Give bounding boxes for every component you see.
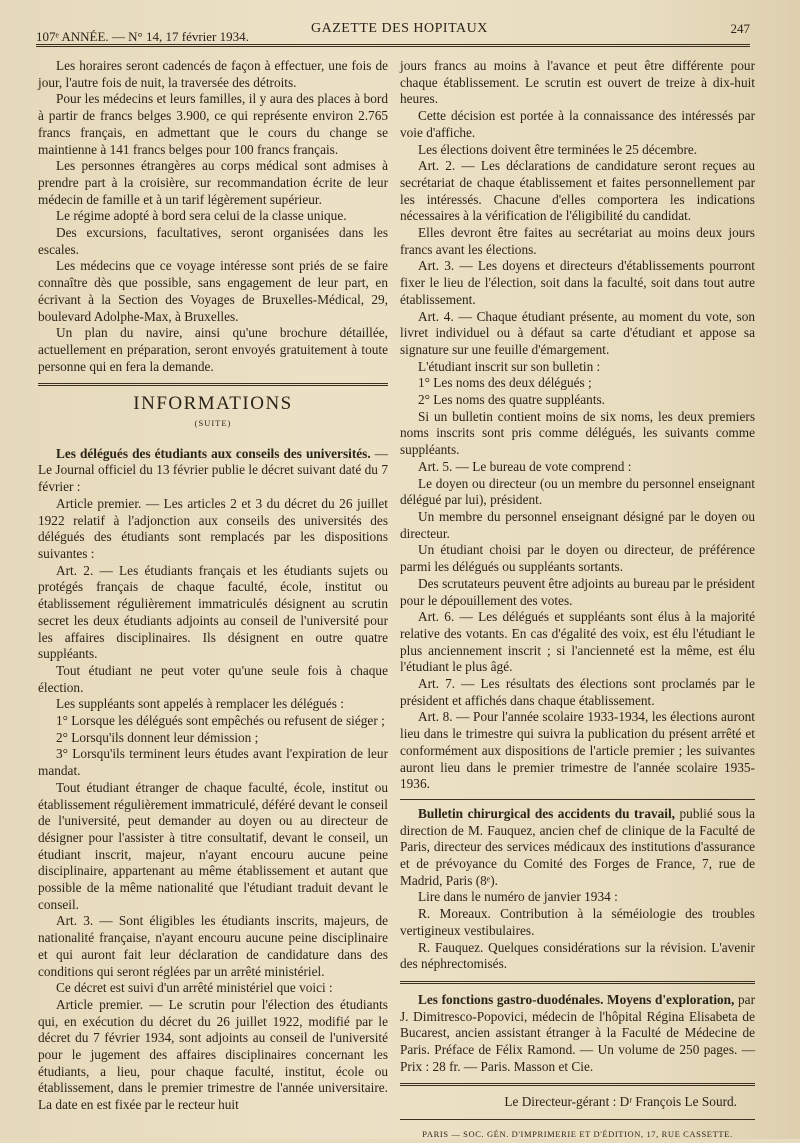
page-number: 247: [730, 21, 750, 36]
paragraph: Si un bulletin contient moins de six noms, les deux premiers noms inscrits sont pris comme délégués, les suivants comme suppléants.: [400, 408, 755, 458]
header-rule: [36, 44, 750, 47]
paragraph: Les personnes étrangères au corps médical sont admises à prendre part à la croisière, sur recommandation écrite de leur médecin de famille et à un tarif légèrement supérieur.: [38, 158, 388, 207]
section-title: INFORMATIONS: [133, 393, 293, 415]
paragraph: Elles devront être faites au secrétariat au moins deux jours francs avant les élections.: [400, 225, 755, 257]
paragraph: Un plan du navire, ainsi qu'une brochure détaillée, actuellement en préparation, seront envoyés gratuitement à toute personne qui en fera la demande.: [38, 325, 388, 374]
paragraph: Art. 4. — Chaque étudiant présente, au moment du vote, son livret individuel ou à défaut sa carte d'étudiant et appose sa signature sur une feuille d'émargement.: [400, 308, 755, 357]
section-divider: [400, 799, 755, 800]
paragraph: Pour les médecins et leurs familles, il y aura des places à bord à partir de francs belges 3.900, ce qui représente environ 2.765 francs français, en admettant que le cours du change se maintienne à 141 francs belges pour 100 francs français.: [38, 91, 388, 157]
bulletin-lead: [400, 806, 755, 890]
paragraph: Art. 6. — Les délégués et suppléants sont élus à la majorité relative des votants. En cas d'égalité des voix, est élu l'étudiant le plus anciennement inscrit ; si l'ancienneté est la même, est élu l'étudiant le plus âgé.: [400, 609, 755, 675]
paragraph: Les suppléants sont appelés à remplacer les délégués :: [56, 696, 344, 712]
bulletin-item: R. Fauquez. Quelques considérations sur la révision. L'avenir des néphrectomisés.: [400, 939, 755, 972]
paragraph: Art. 3. — Les doyens et directeurs d'établissements pourront fixer le lieu de l'élection, soit dans la faculté, soit dans tout autre établissement.: [400, 258, 755, 307]
paragraph: Tout étudiant étranger de chaque faculté, école, institut ou établissement régulièrement immatriculé, déféré devant le conseil de l'université, peut demander au doyen ou au directeur de désigner pour l'assister à titre consultatif, devant le conseil, un étudiant inscrit, majeur, n'ayant encouru aucune peine disciplinaire, appartenant au même établissement et autant que possible de la même nationalité que l'étudiant traduit devant le conseil.: [38, 779, 388, 912]
paragraph: Art. 5. — Le bureau de vote comprend :: [418, 458, 632, 474]
left-column: [38, 58, 388, 1114]
printer-line: PARIS — SOC. GÉN. D'IMPRIMERIE ET D'ÉDITION, 17, RUE CASSETTE.: [422, 1129, 733, 1140]
paragraph: Le régime adopté à bord sera celui de la classe unique.: [56, 208, 347, 224]
list-item: 2° Lorsqu'ils donnent leur démission ;: [56, 729, 259, 745]
list-item: 1° Lorsque les délégués sont empêchés ou refusent de siéger ;: [56, 713, 385, 729]
journal-title: GAZETTE DES HOPITAUX: [311, 21, 488, 36]
paragraph: Les élections doivent être terminées le 25 décembre.: [418, 141, 698, 157]
director-signature: Le Directeur-gérant : Dʳ François Le Sourd.: [504, 1094, 737, 1110]
paragraph: L'étudiant inscrit sur son bulletin :: [418, 358, 601, 374]
book-title: Les fonctions gastro-duodénales. Moyens d'exploration,: [418, 991, 735, 1007]
section-subtitle: (SUITE): [194, 418, 232, 429]
book-text: par J. Dimitresco-Popovici, médecin de l'hôpital Régina Elisabeta de Bucarest, ancien assistant étranger à la Faculté de Médecine de Paris. Préface de Félix Ramond. — Un volume de 250 pages. — Prix : 28 fr. — Paris. Masson et Cie.: [400, 991, 755, 1074]
paragraph: Ce décret est suivi d'un arrêté ministériel que voici :: [56, 980, 333, 996]
paragraph: jours francs au moins à l'avance et peut être différente pour chaque établissement. Le scrutin est ouvert de treize à dix-huit heures.: [400, 58, 755, 107]
list-item: 2° Les noms des quatre suppléants.: [418, 392, 606, 408]
article-lead: [38, 446, 388, 496]
paragraph: Article premier. — Le scrutin pour l'élection des étudiants qui, en exécution du décret du 26 juillet 1922, modifié par le décret du 7 février 1934, sont adjoints au conseil de l'université pour le jugement des affaires disciplinaires concernant les étudiants, a lieu, pour chaque faculté, institut, école ou établissement, dans le premier trimestre de l'année universitaire. La date en est fixée par le recteur huit: [38, 996, 388, 1113]
paragraph: Art. 2. — Les étudiants français et les étudiants sujets ou protégés français de chaque faculté, école, institut ou établissement régulièrement immatriculés désignent au scrutin secret les deux étudiants adjoints au conseil de l'université pour les affaires disciplinaires. Ils désignent en outre quatre suppléants.: [38, 562, 388, 662]
bulletin-read: Lire dans le numéro de janvier 1934 :: [418, 889, 618, 905]
article-intro: — Le Journal officiel du 13 février publie le décret suivant daté du 7 février :: [38, 445, 389, 495]
list-item: 1° Les noms des deux délégués ;: [418, 375, 592, 391]
paragraph: Un membre du personnel enseignant désigné par le doyen ou directeur.: [400, 508, 755, 541]
paragraph: Art. 7. — Les résultats des élections sont proclamés par le président et affichés dans chaque établissement.: [400, 676, 755, 708]
paragraph: Art. 8. — Pour l'année scolaire 1933-1934, les élections auront lieu dans le trimestre qui suivra la publication du présent arrêté et conformément aux dispositions de l'article premier ; les suivantes auront lieu dans le premier trimestre de l'année scolaire 1935-1936.: [400, 709, 755, 792]
right-column: [400, 58, 755, 1143]
bulletin-text: publié sous la direction de M. Fauquez, ancien chef de clinique de la Faculté de Paris, directeur des services médicaux des institutions d'assurance et de prévoyance du Comité des Forges de France, 7, rue de Madrid, Paris (8ᵉ).: [400, 805, 755, 888]
section-divider: [400, 1119, 755, 1120]
section-divider: [400, 981, 755, 984]
paragraph: Article premier. — Les articles 2 et 3 du décret du 26 juillet 1922 relatif à l'adjonction aux conseils des universités des délégués des étudiants sont remplacés par les dispositions suivantes :: [38, 495, 388, 561]
paragraph: Cette décision est portée à la connaissance des intéressés par voie d'affiche.: [400, 108, 755, 140]
book-notice: [400, 992, 755, 1076]
paragraph: Un étudiant choisi par le doyen ou directeur, de préférence parmi les délégués ou suppléants sortants.: [400, 542, 755, 575]
paragraph: Des scrutateurs peuvent être adjoints au bureau par le président pour le dépouillement des votes.: [400, 575, 755, 608]
section-divider: [400, 1083, 755, 1086]
paragraph: Le doyen ou directeur (ou un membre du personnel enseignant délégué par lui), président.: [400, 475, 755, 508]
article-heading: Les délégués des étudiants aux conseils des universités.: [56, 445, 371, 461]
section-divider: [38, 383, 388, 386]
bulletin-title: Bulletin chirurgical des accidents du travail,: [418, 805, 676, 821]
paragraph: Les horaires seront cadencés de façon à effectuer, une fois de jour, l'autre fois de nuit, la traversée des détroits.: [38, 58, 388, 90]
paragraph: Art. 2. — Les déclarations de candidature seront reçues au secrétariat de chaque établissement et faites personnellement par les intéressés. Chacune d'elles comportera les indications nécessaires à la vérification de l'éligibilité du candidat.: [400, 158, 755, 224]
paragraph: Des excursions, facultatives, seront organisées dans les escales.: [38, 225, 388, 257]
paragraph: Art. 3. — Sont éligibles les étudiants inscrits, majeurs, de nationalité française, n'ayant encouru aucune peine disciplinaire et qui auront fait leur déclaration de candidature dans des conditions qui seront réglées par un arrêté ministériel.: [38, 913, 388, 979]
issue-info: 107ᵉ ANNÉE. — N° 14, 17 février 1934.: [36, 29, 249, 44]
paragraph: Tout étudiant ne peut voter qu'une seule fois à chaque élection.: [38, 662, 388, 695]
page-header: [36, 16, 750, 42]
list-item: 3° Lorsqu'ils terminent leurs études avant l'expiration de leur mandat.: [38, 746, 388, 779]
paragraph: Les médecins que ce voyage intéresse sont priés de se faire connaître dès que possible, sans engagement de leur part, en écrivant à la Section des Voyages de Bruxelles-Médical, 29, boulevard Adolphe-Max, à Bruxelles.: [38, 258, 388, 324]
bulletin-item: R. Moreaux. Contribution à la séméiologie des troubles vertigineux vestibulaires.: [400, 906, 755, 938]
